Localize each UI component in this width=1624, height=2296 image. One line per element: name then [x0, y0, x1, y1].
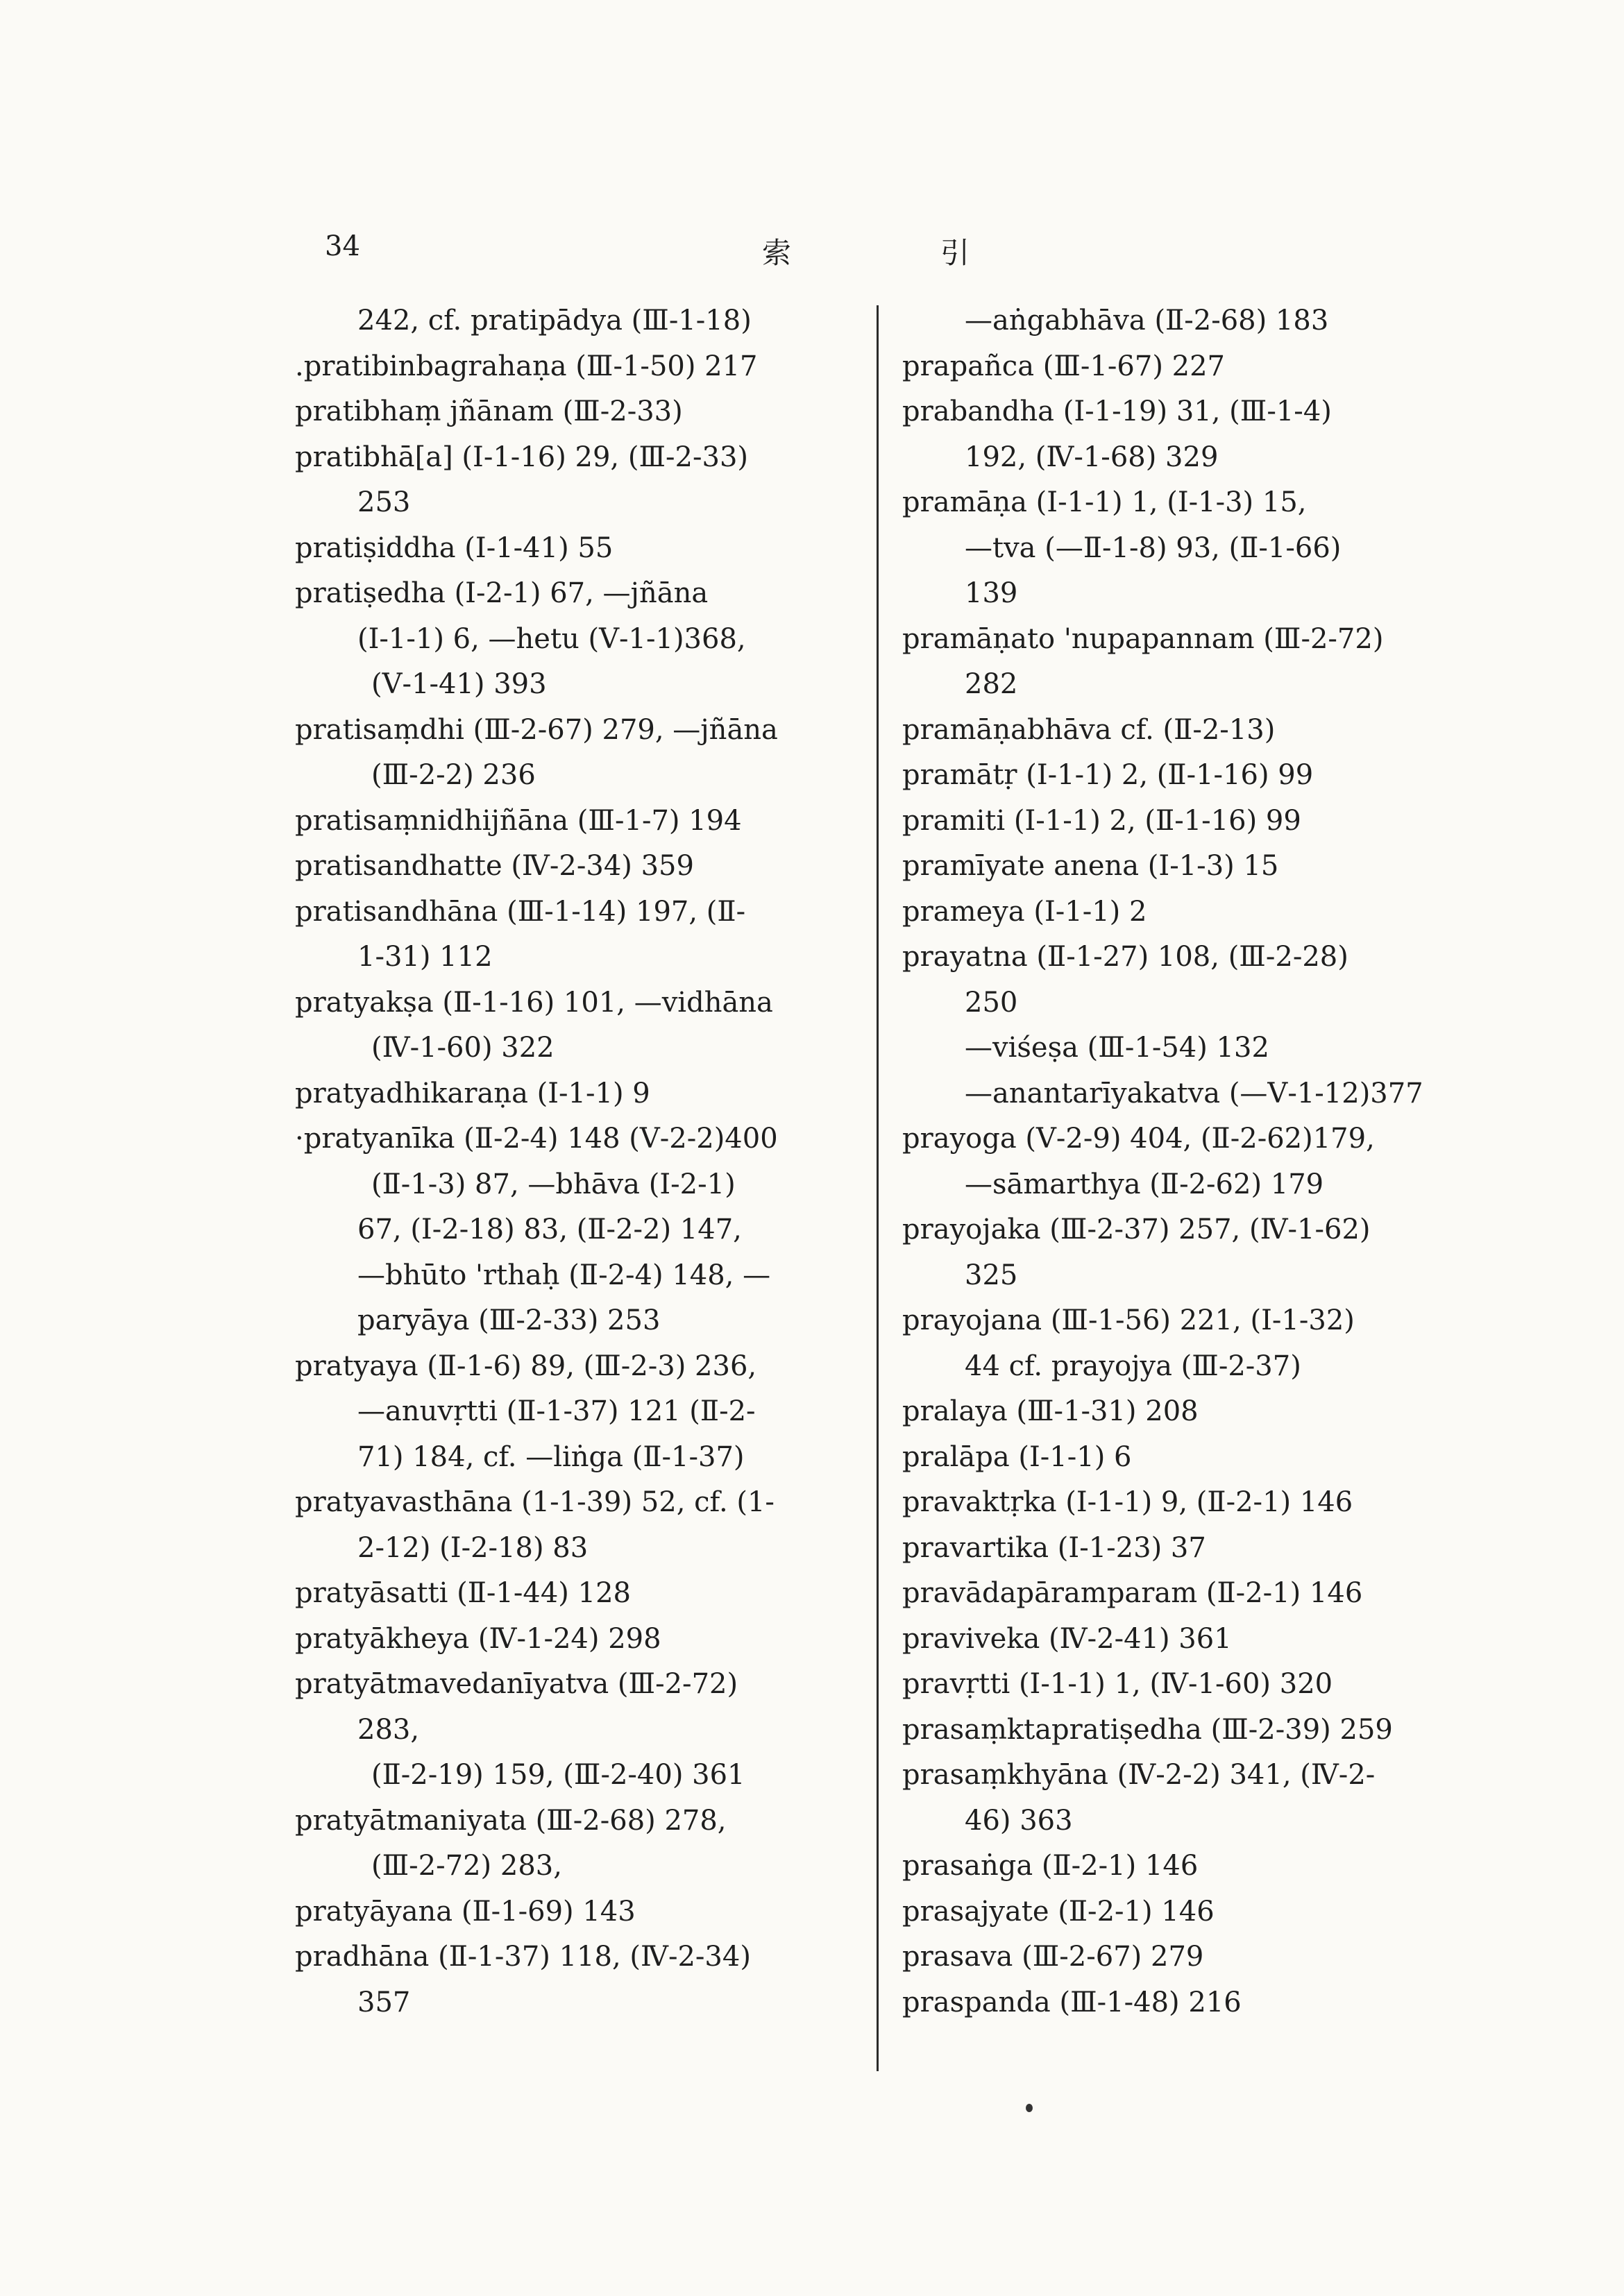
index-line: pratyātmaniyata (Ⅲ-2-68) 278, [295, 1804, 727, 1837]
index-line: praviveka (Ⅳ-2-41) 361 [902, 1622, 1232, 1655]
index-line: 139 [965, 577, 1018, 609]
index-line: prasaṃktapratiṣedha (Ⅲ-2-39) 259 [902, 1713, 1393, 1746]
index-line: prayojaka (Ⅲ-2-37) 257, (Ⅳ-1-62) [902, 1214, 1371, 1245]
index-line: .pratibinbagrahaṇa (Ⅲ-1-50) 217 [295, 350, 758, 382]
index-line: prameya (Ⅰ-1-1) 2 [902, 895, 1147, 928]
index-line: pramāṇabhāva cf. (Ⅱ-2-13) [902, 713, 1276, 746]
index-line: pratiṣedha (Ⅰ-2-1) 67, —jñāna [295, 577, 709, 609]
index-line: —sāmarthya (Ⅱ-2-62) 179 [965, 1168, 1324, 1200]
index-line: —viśeṣa (Ⅲ-1-54) 132 [965, 1032, 1269, 1064]
index-line: —anuvṛtti (Ⅱ-1-37) 121 (Ⅱ-2- [357, 1395, 756, 1427]
index-line: (Ⅲ-2-2) 236 [371, 759, 536, 791]
index-line: pratisaṃdhi (Ⅲ-2-67) 279, —jñāna [295, 713, 778, 746]
index-line: 357 [357, 1986, 411, 2018]
index-line: 1-31) 112 [357, 941, 493, 973]
index-line: pratibhā[a] (Ⅰ-1-16) 29, (Ⅲ-2-33) [295, 441, 749, 473]
index-line: prasaṃkhyāna (Ⅳ-2-2) 341, (Ⅳ-2- [902, 1759, 1376, 1791]
index-line: 44 cf. prayojya (Ⅲ-2-37) [965, 1350, 1301, 1382]
index-line: pradhāna (Ⅱ-1-37) 118, (Ⅳ-2-34) [295, 1941, 751, 1973]
index-line: prayoga (Ⅴ-2-9) 404, (Ⅱ-2-62)179, [902, 1123, 1375, 1155]
index-line: pratisandhatte (Ⅳ-2-34) 359 [295, 850, 694, 882]
index-line: pramātṛ (Ⅰ-1-1) 2, (Ⅱ-1-16) 99 [902, 759, 1314, 791]
index-line: pravādapāramparam (Ⅱ-2-1) 146 [902, 1577, 1363, 1609]
index-line: pratibhaṃ jñānam (Ⅲ-2-33) [295, 396, 683, 427]
index-title-first-char: 索 [762, 236, 792, 270]
index-line: pratiṣiddha (Ⅰ-1-41) 55 [295, 532, 614, 564]
index-line: (Ⅳ-1-60) 322 [371, 1032, 555, 1064]
page-number: 34 [325, 230, 360, 262]
index-column-left [295, 298, 871, 2025]
index-line: —aṅgabhāva (Ⅱ-2-68) 183 [965, 305, 1329, 337]
index-line: pratyātmavedanīyatva (Ⅲ-2-72) [295, 1668, 738, 1700]
index-line: —tva (—Ⅱ-1-8) 93, (Ⅱ-1-66) [965, 532, 1342, 564]
index-line: prasava (Ⅲ-2-67) 279 [902, 1941, 1204, 1973]
index-line: pratyāsatti (Ⅱ-1-44) 128 [295, 1577, 631, 1609]
index-line: pratyadhikaraṇa (Ⅰ-1-1) 9 [295, 1077, 650, 1109]
index-line: pramāṇa (Ⅰ-1-1) 1, (Ⅰ-1-3) 15, [902, 486, 1307, 518]
index-line: 250 [965, 986, 1018, 1019]
index-line: (Ⅰ-1-1) 6, —hetu (Ⅴ-1-1)368, [357, 622, 746, 655]
index-line: pralāpa (Ⅰ-1-1) 6 [902, 1440, 1132, 1473]
index-line: praspanda (Ⅲ-1-48) 216 [902, 1986, 1242, 2018]
index-line: 67, (Ⅰ-2-18) 83, (Ⅱ-2-2) 147, [357, 1214, 742, 1245]
index-line: prasaṅga (Ⅱ-2-1) 146 [902, 1850, 1199, 1882]
index-line: prayatna (Ⅱ-1-27) 108, (Ⅲ-2-28) [902, 941, 1348, 973]
index-line: pramāṇato 'nupapannam (Ⅲ-2-72) [902, 622, 1384, 655]
index-line: pratyāyana (Ⅱ-1-69) 143 [295, 1895, 636, 1928]
index-line: pravartika (Ⅰ-1-23) 37 [902, 1531, 1206, 1564]
index-line: 282 [965, 668, 1018, 700]
index-line: paryāya (Ⅲ-2-33) 253 [357, 1304, 661, 1336]
index-line: 253 [357, 486, 411, 518]
index-line: 2-12) (Ⅰ-2-18) 83 [357, 1531, 589, 1564]
index-line: (Ⅱ-1-3) 87, —bhāva (Ⅰ-2-1) [371, 1168, 736, 1200]
index-line: pravaktṛka (Ⅰ-1-1) 9, (Ⅱ-2-1) 146 [902, 1486, 1353, 1518]
index-column-right [902, 298, 1485, 2025]
index-title-second-char: 引 [940, 236, 970, 270]
index-line: ·pratyanīka (Ⅱ-2-4) 148 (Ⅴ-2-2)400 [295, 1123, 778, 1155]
index-line: pravṛtti (Ⅰ-1-1) 1, (Ⅳ-1-60) 320 [902, 1668, 1333, 1700]
index-line: (Ⅱ-2-19) 159, (Ⅲ-2-40) 361 [371, 1759, 745, 1791]
index-line: pratyakṣa (Ⅱ-1-16) 101, —vidhāna [295, 986, 773, 1019]
page-header [0, 230, 1624, 272]
index-line: prabandha (Ⅰ-1-19) 31, (Ⅲ-1-4) [902, 396, 1332, 427]
column-divider [877, 305, 879, 2071]
index-line: 242, cf. pratipādya (Ⅲ-1-18) [357, 305, 752, 337]
index-line: 46) 363 [965, 1804, 1073, 1837]
index-line: pratyavasthāna (1-1-39) 52, cf. (1- [295, 1486, 775, 1518]
index-line: (Ⅲ-2-72) 283, [371, 1850, 562, 1882]
index-line: —anantarīyakatva (—Ⅴ-1-12)377 [965, 1077, 1423, 1109]
index-line: pratyaya (Ⅱ-1-6) 89, (Ⅲ-2-3) 236, [295, 1350, 757, 1382]
index-line: prapañca (Ⅲ-1-67) 227 [902, 350, 1225, 382]
index-line: pratyākheya (Ⅳ-1-24) 298 [295, 1622, 661, 1655]
index-line: 325 [965, 1259, 1018, 1291]
index-line: prasajyate (Ⅱ-2-1) 146 [902, 1895, 1215, 1928]
ink-speck [1026, 2104, 1033, 2112]
index-line: 71) 184, cf. —liṅga (Ⅱ-1-37) [357, 1440, 745, 1473]
index-line: 192, (Ⅳ-1-68) 329 [965, 441, 1219, 473]
index-line: pralaya (Ⅲ-1-31) 208 [902, 1395, 1199, 1427]
index-line: pramīyate anena (Ⅰ-1-3) 15 [902, 850, 1279, 882]
index-line: (Ⅴ-1-41) 393 [371, 668, 547, 700]
index-line: 283, [357, 1713, 420, 1746]
index-line: pratisaṃnidhijñāna (Ⅲ-1-7) 194 [295, 804, 742, 837]
index-line: pratisandhāna (Ⅲ-1-14) 197, (Ⅱ- [295, 895, 746, 928]
index-line: —bhūto 'rthaḥ (Ⅱ-2-4) 148, — [357, 1259, 771, 1291]
index-line: prayojana (Ⅲ-1-56) 221, (Ⅰ-1-32) [902, 1304, 1355, 1336]
index-line: pramiti (Ⅰ-1-1) 2, (Ⅱ-1-16) 99 [902, 804, 1301, 837]
